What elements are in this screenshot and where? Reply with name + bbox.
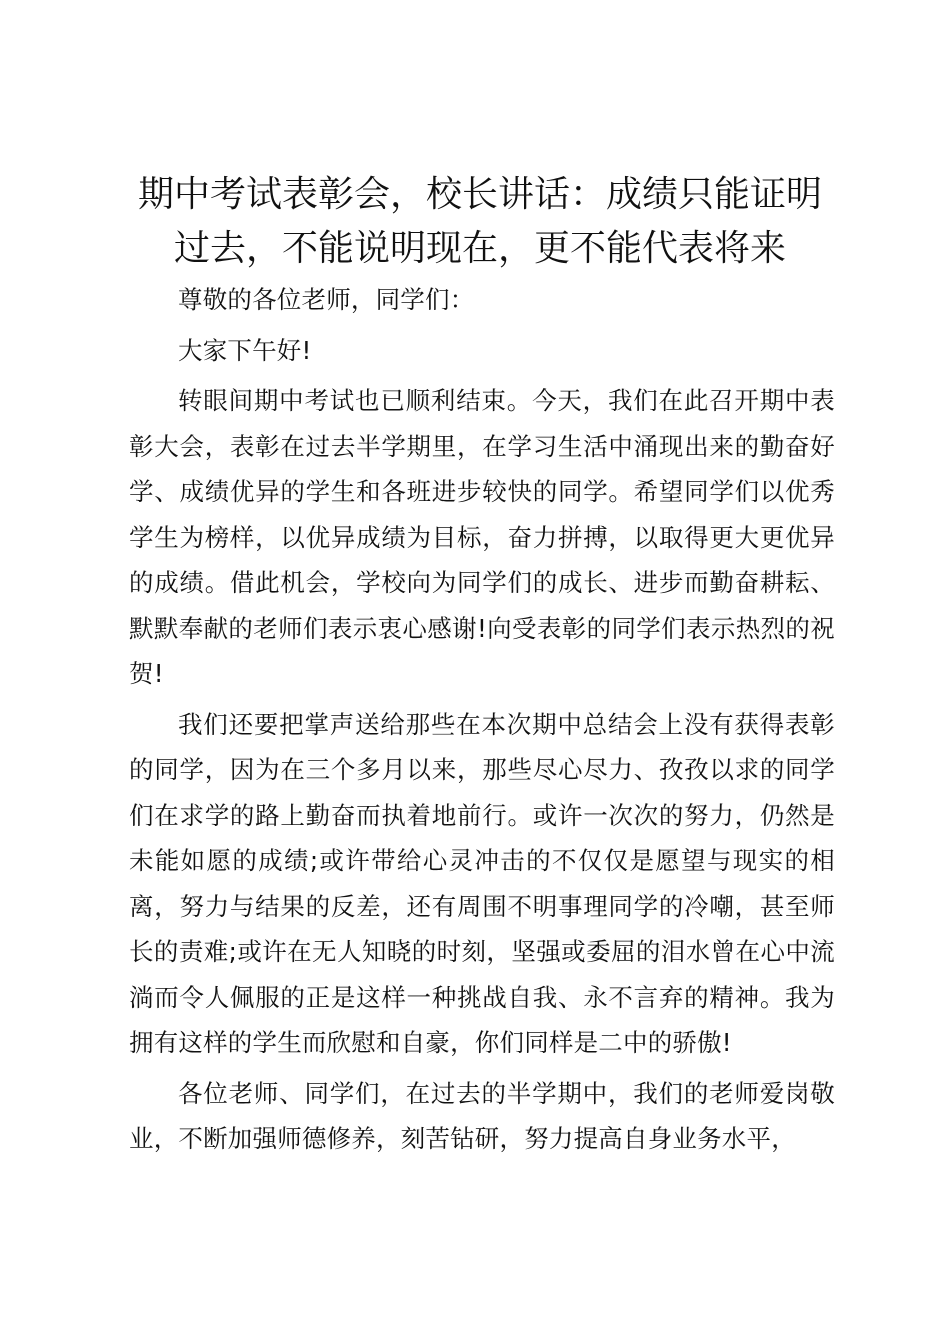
greeting-paragraph: 大家下午好! xyxy=(178,335,312,365)
body-paragraph: 转眼间期中考试也已顺利结束。今天，我们在此召开期中表彰大会，表彰在过去半学期里，在学习生活中涌现出来的勤奋好学、成绩优异的学生和各班进步较快的同学。希望同学们以优秀学生为榜样，以优异成绩为目标，奋力拼搏，以取得更大更优异的成绩。借此机会，学校向为同学们的成长、进步而勤奋耕耘、默默奉献的老师们表示衷心感谢!向受表彰的同学们表示热烈的祝贺! xyxy=(129,386,835,688)
body-paragraph: 各位老师、同学们，在过去的半学期中，我们的老师爱岗敬业，不断加强师德修养，刻苦钻研，努力提高自身业务水平， xyxy=(129,1078,835,1153)
document-title: 期中考试表彰会，校长讲话：成绩只能证明过去，不能说明现在，更不能代表将来 xyxy=(137,174,822,269)
salutation-paragraph: 尊敬的各位老师，同学们： xyxy=(178,285,475,314)
body-paragraph: 我们还要把掌声送给那些在本次期中总结会上没有获得表彰的同学，因为在三个多月以来，那些尽心尽力、孜孜以求的同学们在求学的路上勤奋而执着地前行。或许一次次的努力，仍然是未能如愿的成绩;或许带给心灵冲击的不仅仅是愿望与现实的相离，努力与结果的反差，还有周围不明事理同学的冷嘲，甚至师长的责难;或许在无人知晓的时刻，坚强或委屈的泪水曾在心中流淌而令人佩服的正是这样一种挑战自我、永不言弃的精神。我为拥有这样的学生而欣慰和自豪，你们同样是二中的骄傲! xyxy=(129,709,835,1057)
document-body xyxy=(129,277,835,1162)
